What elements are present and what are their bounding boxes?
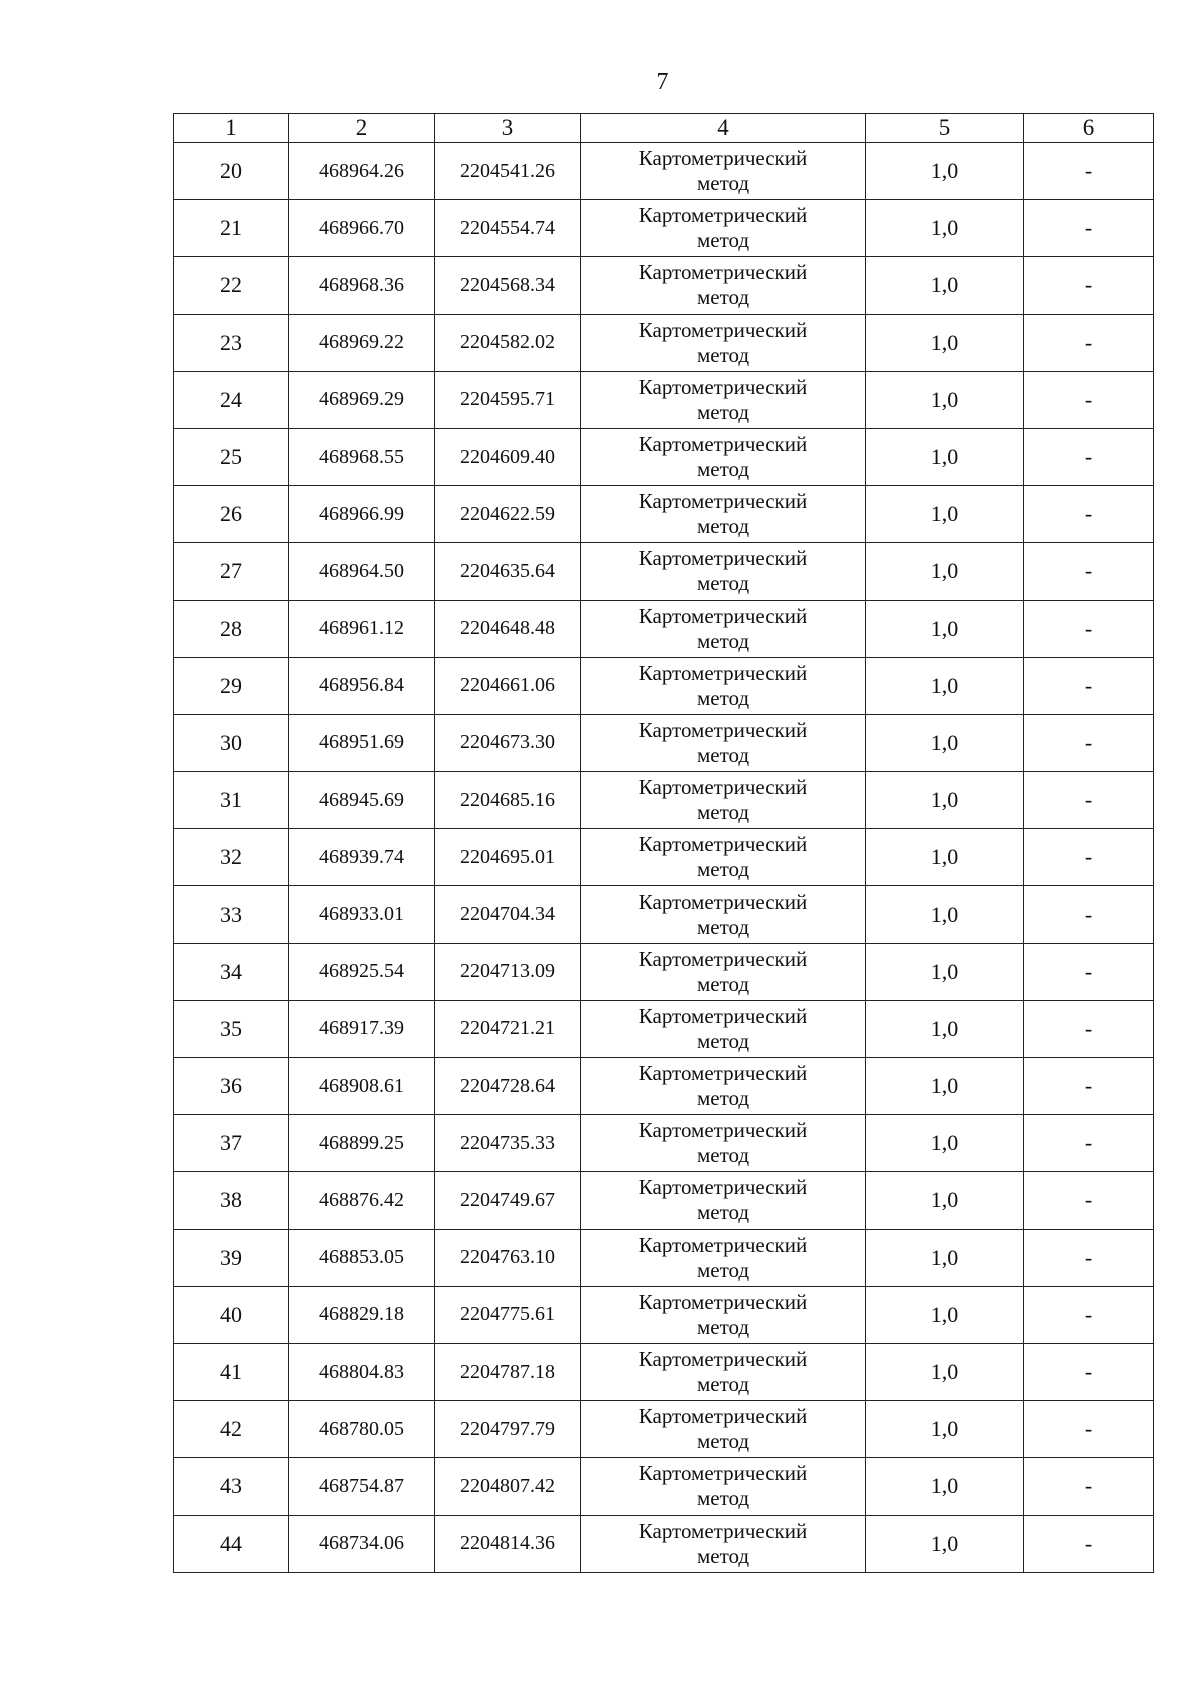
point-number-cell: 24 [174,371,289,428]
description-cell: - [1024,1458,1154,1515]
table-row [174,371,1154,428]
point-number-cell: 25 [174,428,289,485]
method-cell [581,257,866,314]
y-coordinate-cell: 2204661.06 [435,657,581,714]
description-cell: - [1024,314,1154,371]
method-line-2: метод [696,1543,750,1568]
method-line-1: Картометрический [638,546,808,571]
table-row [174,1343,1154,1400]
method-line-2: метод [696,514,750,539]
method-cell [581,943,866,1000]
method-line-1: Картометрический [638,660,808,685]
x-coordinate-cell: 468876.42 [289,1172,435,1229]
accuracy-cell: 1,0 [866,143,1024,200]
method-line-1: Картометрический [638,1461,808,1486]
method-cell [581,600,866,657]
method-cell [581,1172,866,1229]
method-line-1: Картометрический [638,603,808,628]
table-row [174,1000,1154,1057]
point-number-cell: 35 [174,1000,289,1057]
x-coordinate-cell: 468939.74 [289,829,435,886]
description-cell: - [1024,143,1154,200]
x-coordinate-cell: 468966.70 [289,200,435,257]
description-cell: - [1024,1343,1154,1400]
method-line-2: метод [696,800,750,825]
accuracy-cell: 1,0 [866,1115,1024,1172]
method-line-1: Картометрический [638,317,808,342]
method-cell [581,772,866,829]
table-row [174,486,1154,543]
table-row [174,829,1154,886]
y-coordinate-cell: 2204763.10 [435,1229,581,1286]
description-cell: - [1024,1058,1154,1115]
accuracy-cell: 1,0 [866,943,1024,1000]
y-coordinate-cell: 2204635.64 [435,543,581,600]
x-coordinate-cell: 468969.22 [289,314,435,371]
point-number-cell: 40 [174,1286,289,1343]
y-coordinate-cell: 2204749.67 [435,1172,581,1229]
description-cell: - [1024,486,1154,543]
method-line-2: метод [696,742,750,767]
table-header-row [174,114,1154,143]
y-coordinate-cell: 2204695.01 [435,829,581,886]
x-coordinate-cell: 468829.18 [289,1286,435,1343]
method-line-2: метод [696,1086,750,1111]
column-header-6: 6 [1024,114,1154,143]
method-line-2: метод [696,399,750,424]
accuracy-cell: 1,0 [866,1229,1024,1286]
description-cell: - [1024,428,1154,485]
accuracy-cell: 1,0 [866,371,1024,428]
method-line-2: метод [696,857,750,882]
method-line-1: Картометрический [638,1232,808,1257]
point-number-cell: 39 [174,1229,289,1286]
method-line-2: метод [696,1200,750,1225]
accuracy-cell: 1,0 [866,1286,1024,1343]
y-coordinate-cell: 2204568.34 [435,257,581,314]
table-row [174,886,1154,943]
accuracy-cell: 1,0 [866,200,1024,257]
description-cell: - [1024,772,1154,829]
method-line-1: Картометрический [638,203,808,228]
y-coordinate-cell: 2204728.64 [435,1058,581,1115]
point-number-cell: 26 [174,486,289,543]
table-row [174,772,1154,829]
x-coordinate-cell: 468968.55 [289,428,435,485]
table-row [174,543,1154,600]
method-line-2: метод [696,685,750,710]
method-line-1: Картометрический [638,1175,808,1200]
method-line-1: Картометрический [638,1518,808,1543]
point-number-cell: 43 [174,1458,289,1515]
table-row [174,200,1154,257]
table-row [174,657,1154,714]
column-header-2: 2 [289,114,435,143]
method-line-2: метод [696,1257,750,1282]
x-coordinate-cell: 468908.61 [289,1058,435,1115]
accuracy-cell: 1,0 [866,1058,1024,1115]
description-cell: - [1024,1172,1154,1229]
y-coordinate-cell: 2204541.26 [435,143,581,200]
method-cell [581,1058,866,1115]
method-line-2: метод [696,228,750,253]
accuracy-cell: 1,0 [866,600,1024,657]
method-cell [581,829,866,886]
x-coordinate-cell: 468899.25 [289,1115,435,1172]
method-line-1: Картометрический [638,832,808,857]
point-number-cell: 38 [174,1172,289,1229]
accuracy-cell: 1,0 [866,657,1024,714]
column-header-3: 3 [435,114,581,143]
description-cell: - [1024,1229,1154,1286]
x-coordinate-cell: 468961.12 [289,600,435,657]
table-row [174,1172,1154,1229]
point-number-cell: 27 [174,543,289,600]
method-line-1: Картометрический [638,717,808,742]
table-row [174,428,1154,485]
method-cell [581,1000,866,1057]
method-line-1: Картометрический [638,1061,808,1086]
method-cell [581,428,866,485]
y-coordinate-cell: 2204595.71 [435,371,581,428]
accuracy-cell: 1,0 [866,1515,1024,1572]
method-line-1: Картометрический [638,1347,808,1372]
column-header-5: 5 [866,114,1024,143]
point-number-cell: 30 [174,714,289,771]
description-cell: - [1024,543,1154,600]
y-coordinate-cell: 2204721.21 [435,1000,581,1057]
accuracy-cell: 1,0 [866,486,1024,543]
point-number-cell: 22 [174,257,289,314]
y-coordinate-cell: 2204554.74 [435,200,581,257]
accuracy-cell: 1,0 [866,1343,1024,1400]
point-number-cell: 31 [174,772,289,829]
y-coordinate-cell: 2204622.59 [435,486,581,543]
x-coordinate-cell: 468734.06 [289,1515,435,1572]
point-number-cell: 28 [174,600,289,657]
x-coordinate-cell: 468966.99 [289,486,435,543]
method-cell [581,1286,866,1343]
point-number-cell: 37 [174,1115,289,1172]
method-line-1: Картометрический [638,146,808,171]
method-line-2: метод [696,285,750,310]
description-cell: - [1024,1115,1154,1172]
method-line-2: метод [696,1143,750,1168]
table-row [174,1115,1154,1172]
y-coordinate-cell: 2204814.36 [435,1515,581,1572]
y-coordinate-cell: 2204582.02 [435,314,581,371]
y-coordinate-cell: 2204648.48 [435,600,581,657]
x-coordinate-cell: 468951.69 [289,714,435,771]
table-row [174,600,1154,657]
description-cell: - [1024,943,1154,1000]
method-cell [581,1458,866,1515]
method-line-1: Картометрический [638,1289,808,1314]
y-coordinate-cell: 2204807.42 [435,1458,581,1515]
accuracy-cell: 1,0 [866,257,1024,314]
point-number-cell: 44 [174,1515,289,1572]
description-cell: - [1024,200,1154,257]
method-cell [581,143,866,200]
table-row [174,1286,1154,1343]
method-line-1: Картометрический [638,432,808,457]
point-number-cell: 33 [174,886,289,943]
method-line-1: Картометрический [638,260,808,285]
accuracy-cell: 1,0 [866,428,1024,485]
y-coordinate-cell: 2204704.34 [435,886,581,943]
method-line-2: метод [696,457,750,482]
method-line-1: Картометрический [638,889,808,914]
x-coordinate-cell: 468754.87 [289,1458,435,1515]
method-line-1: Картометрический [638,946,808,971]
description-cell: - [1024,257,1154,314]
description-cell: - [1024,1286,1154,1343]
y-coordinate-cell: 2204787.18 [435,1343,581,1400]
method-line-2: метод [696,342,750,367]
accuracy-cell: 1,0 [866,829,1024,886]
table-row [174,1058,1154,1115]
x-coordinate-cell: 468964.26 [289,143,435,200]
description-cell: - [1024,600,1154,657]
y-coordinate-cell: 2204685.16 [435,772,581,829]
x-coordinate-cell: 468853.05 [289,1229,435,1286]
description-cell: - [1024,829,1154,886]
description-cell: - [1024,657,1154,714]
table-row [174,1515,1154,1572]
table-row [174,143,1154,200]
x-coordinate-cell: 468780.05 [289,1401,435,1458]
method-cell [581,371,866,428]
x-coordinate-cell: 468917.39 [289,1000,435,1057]
accuracy-cell: 1,0 [866,772,1024,829]
point-number-cell: 32 [174,829,289,886]
description-cell: - [1024,1000,1154,1057]
method-cell [581,1115,866,1172]
method-line-1: Картометрический [638,374,808,399]
description-cell: - [1024,886,1154,943]
y-coordinate-cell: 2204673.30 [435,714,581,771]
method-cell [581,1515,866,1572]
column-header-1: 1 [174,114,289,143]
table-row [174,943,1154,1000]
table-row [174,257,1154,314]
method-line-2: метод [696,171,750,196]
method-cell [581,543,866,600]
y-coordinate-cell: 2204609.40 [435,428,581,485]
x-coordinate-cell: 468945.69 [289,772,435,829]
table-row [174,314,1154,371]
accuracy-cell: 1,0 [866,886,1024,943]
x-coordinate-cell: 468964.50 [289,543,435,600]
accuracy-cell: 1,0 [866,1000,1024,1057]
table-row [174,1458,1154,1515]
description-cell: - [1024,1515,1154,1572]
accuracy-cell: 1,0 [866,714,1024,771]
x-coordinate-cell: 468969.29 [289,371,435,428]
method-cell [581,486,866,543]
x-coordinate-cell: 468804.83 [289,1343,435,1400]
accuracy-cell: 1,0 [866,543,1024,600]
point-number-cell: 20 [174,143,289,200]
method-line-2: метод [696,1314,750,1339]
y-coordinate-cell: 2204735.33 [435,1115,581,1172]
method-line-2: метод [696,971,750,996]
point-number-cell: 36 [174,1058,289,1115]
method-cell [581,714,866,771]
description-cell: - [1024,714,1154,771]
method-cell [581,200,866,257]
accuracy-cell: 1,0 [866,1172,1024,1229]
table-row [174,1229,1154,1286]
y-coordinate-cell: 2204775.61 [435,1286,581,1343]
coordinates-table [173,113,1154,1573]
method-line-2: метод [696,1372,750,1397]
point-number-cell: 29 [174,657,289,714]
point-number-cell: 21 [174,200,289,257]
method-line-2: метод [696,914,750,939]
x-coordinate-cell: 468956.84 [289,657,435,714]
accuracy-cell: 1,0 [866,314,1024,371]
description-cell: - [1024,1401,1154,1458]
table-row [174,714,1154,771]
method-line-1: Картометрический [638,775,808,800]
x-coordinate-cell: 468933.01 [289,886,435,943]
method-line-2: метод [696,1028,750,1053]
method-cell [581,1343,866,1400]
description-cell: - [1024,371,1154,428]
method-cell [581,886,866,943]
accuracy-cell: 1,0 [866,1458,1024,1515]
method-line-1: Картометрический [638,489,808,514]
page-number: 7 [656,69,669,95]
method-cell [581,1229,866,1286]
x-coordinate-cell: 468968.36 [289,257,435,314]
point-number-cell: 34 [174,943,289,1000]
method-line-2: метод [696,1429,750,1454]
y-coordinate-cell: 2204797.79 [435,1401,581,1458]
y-coordinate-cell: 2204713.09 [435,943,581,1000]
table-row [174,1401,1154,1458]
method-line-1: Картометрический [638,1003,808,1028]
x-coordinate-cell: 468925.54 [289,943,435,1000]
accuracy-cell: 1,0 [866,1401,1024,1458]
method-cell [581,314,866,371]
method-cell [581,657,866,714]
method-line-2: метод [696,571,750,596]
method-line-1: Картометрический [638,1118,808,1143]
method-line-2: метод [696,628,750,653]
table-body [174,143,1154,1573]
point-number-cell: 23 [174,314,289,371]
method-line-1: Картометрический [638,1404,808,1429]
method-line-2: метод [696,1486,750,1511]
point-number-cell: 42 [174,1401,289,1458]
method-cell [581,1401,866,1458]
point-number-cell: 41 [174,1343,289,1400]
column-header-4: 4 [581,114,866,143]
